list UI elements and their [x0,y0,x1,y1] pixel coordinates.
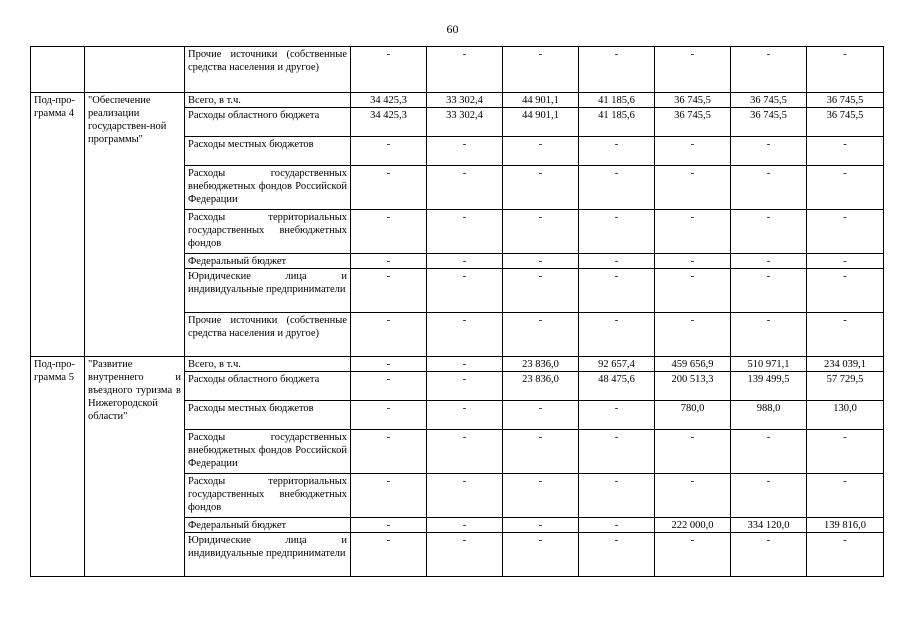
subprogram-label [31,47,85,93]
year-value-4: 92 657,4 [579,357,655,372]
year-value-4: - [579,401,655,430]
year-value-5: - [655,137,731,166]
year-value-6: - [731,47,807,93]
year-value-6: - [731,430,807,474]
year-value-1: - [351,518,427,533]
year-value-4: 41 185,6 [579,108,655,137]
year-value-5: - [655,533,731,577]
year-value-2: - [427,166,503,210]
funding-source: Расходы территориальных государственных внебюджетных фондов [185,210,351,254]
year-value-3: - [503,474,579,518]
year-value-1: - [351,372,427,401]
page-number: 60 [446,22,459,36]
year-value-6: 334 120,0 [731,518,807,533]
year-value-5: - [655,474,731,518]
funding-source: Расходы местных бюджетов [185,401,351,430]
year-value-4: - [579,137,655,166]
year-value-1: - [351,474,427,518]
year-value-6: - [731,210,807,254]
funding-source: Расходы государственных внебюджетных фондов Российской Федерации [185,430,351,474]
year-value-1: 34 425,3 [351,93,427,108]
table-row [31,93,884,108]
year-value-1: - [351,137,427,166]
year-value-1: - [351,430,427,474]
year-value-3: - [503,47,579,93]
year-value-1: 34 425,3 [351,108,427,137]
funding-source: Расходы областного бюджета [185,108,351,137]
year-value-4: - [579,430,655,474]
funding-source: Федеральный бюджет [185,254,351,269]
year-value-6: - [731,474,807,518]
year-value-1: - [351,269,427,313]
year-value-7: 36 745,5 [807,108,884,137]
year-value-1: - [351,47,427,93]
year-value-6: - [731,166,807,210]
year-value-2: - [427,47,503,93]
year-value-4: - [579,210,655,254]
year-value-7: 139 816,0 [807,518,884,533]
year-value-2: - [427,518,503,533]
year-value-2: - [427,372,503,401]
year-value-1: - [351,313,427,357]
year-value-3: - [503,518,579,533]
year-value-3: 44 901,1 [503,93,579,108]
funding-source: Прочие источники (собственные средства населения и другое) [185,313,351,357]
year-value-2: - [427,269,503,313]
funding-source: Юридические лица и индивидуальные предприниматели [185,533,351,577]
year-value-4: 41 185,6 [579,93,655,108]
year-value-6: 510 971,1 [731,357,807,372]
year-value-5: 36 745,5 [655,108,731,137]
funding-source: Расходы государственных внебюджетных фондов Российской Федерации [185,166,351,210]
year-value-2: - [427,210,503,254]
year-value-7: 130,0 [807,401,884,430]
year-value-2: 33 302,4 [427,93,503,108]
year-value-6: 139 499,5 [731,372,807,401]
year-value-7: - [807,254,884,269]
year-value-7: - [807,533,884,577]
year-value-5: 459 656,9 [655,357,731,372]
year-value-4: 48 475,6 [579,372,655,401]
year-value-1: - [351,254,427,269]
year-value-4: - [579,474,655,518]
year-value-5: - [655,210,731,254]
year-value-7: - [807,269,884,313]
table-row [31,47,884,93]
year-value-3: - [503,533,579,577]
year-value-4: - [579,254,655,269]
year-value-5: 36 745,5 [655,93,731,108]
year-value-7: - [807,47,884,93]
year-value-5: 200 513,3 [655,372,731,401]
year-value-4: - [579,47,655,93]
year-value-2: - [427,401,503,430]
year-value-3: - [503,137,579,166]
subprogram-label: Под-про-грамма 5 [31,357,85,577]
year-value-6: 36 745,5 [731,93,807,108]
year-value-3: - [503,269,579,313]
year-value-4: - [579,166,655,210]
year-value-6: 988,0 [731,401,807,430]
year-value-5: - [655,269,731,313]
year-value-2: - [427,533,503,577]
year-value-2: 33 302,4 [427,108,503,137]
year-value-1: - [351,401,427,430]
budget-table [30,46,884,577]
year-value-5: - [655,254,731,269]
funding-source: Всего, в т.ч. [185,93,351,108]
year-value-3: 23 836,0 [503,372,579,401]
year-value-3: 44 901,1 [503,108,579,137]
year-value-6: - [731,269,807,313]
year-value-1: - [351,357,427,372]
year-value-2: - [427,357,503,372]
year-value-2: - [427,313,503,357]
year-value-3: 23 836,0 [503,357,579,372]
year-value-7: 36 745,5 [807,93,884,108]
year-value-6: - [731,137,807,166]
funding-source: Расходы территориальных государственных внебюджетных фондов [185,474,351,518]
funding-source: Федеральный бюджет [185,518,351,533]
year-value-4: - [579,313,655,357]
year-value-4: - [579,518,655,533]
subprogram-name [85,47,185,93]
year-value-5: - [655,313,731,357]
subprogram-name: "Обеспечение реализации государствен-ной программы" [85,93,185,357]
year-value-5: 222 000,0 [655,518,731,533]
year-value-1: - [351,210,427,254]
year-value-2: - [427,254,503,269]
year-value-2: - [427,430,503,474]
year-value-5: - [655,166,731,210]
year-value-6: - [731,313,807,357]
year-value-2: - [427,474,503,518]
year-value-6: - [731,254,807,269]
year-value-5: 780,0 [655,401,731,430]
year-value-7: - [807,430,884,474]
year-value-2: - [427,137,503,166]
funding-source: Прочие источники (собственные средства населения и другое) [185,47,351,93]
year-value-7: - [807,313,884,357]
year-value-7: - [807,137,884,166]
year-value-4: - [579,533,655,577]
year-value-3: - [503,313,579,357]
year-value-1: - [351,533,427,577]
year-value-7: - [807,166,884,210]
funding-source: Юридические лица и индивидуальные предприниматели [185,269,351,313]
year-value-4: - [579,269,655,313]
year-value-3: - [503,210,579,254]
subprogram-name: "Развитие внутреннего и въездного туризма в Нижегородской области" [85,357,185,577]
year-value-5: - [655,430,731,474]
year-value-3: - [503,254,579,269]
year-value-3: - [503,430,579,474]
table-row [31,357,884,372]
funding-source: Расходы областного бюджета [185,372,351,401]
year-value-3: - [503,401,579,430]
year-value-1: - [351,166,427,210]
year-value-3: - [503,166,579,210]
year-value-7: - [807,474,884,518]
year-value-6: - [731,533,807,577]
year-value-7: 234 039,1 [807,357,884,372]
subprogram-label: Под-про-грамма 4 [31,93,85,357]
year-value-6: 36 745,5 [731,108,807,137]
funding-source: Всего, в т.ч. [185,357,351,372]
year-value-5: - [655,47,731,93]
year-value-7: - [807,210,884,254]
year-value-7: 57 729,5 [807,372,884,401]
funding-source: Расходы местных бюджетов [185,137,351,166]
